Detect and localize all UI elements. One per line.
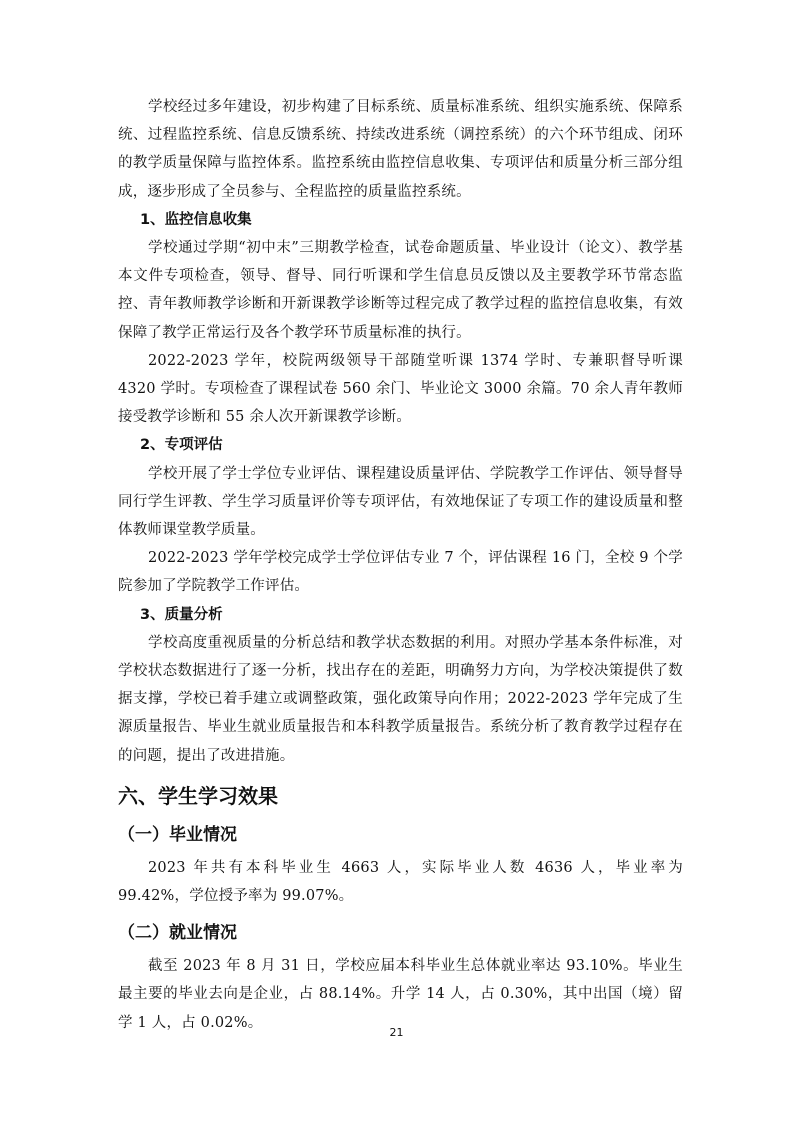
employment-paragraph: 截至 2023 年 8 月 31 日，学校应届本科毕业生总体就业率达 93.10%。毕业生最主要的毕业去向是企业，占 88.14%。升学 14 人，占 0.30%，其中出国（境）留学 1 人，占 0.02%。 xyxy=(118,958,683,1031)
page-content xyxy=(118,93,683,1037)
analysis-heading: 3、质量分析 xyxy=(140,606,223,623)
monitoring-paragraph-2: 2022-2023 学年，校院两级领导干部随堂听课 1374 学时、专兼职督导听课 4320 学时。专项检查了课程试卷 560 余门、毕业论文 3000 余篇。70 余人青年教师接受教学诊断和 55 余人次开新课教学诊断。 xyxy=(118,352,683,426)
evaluation-heading: 2、专项评估 xyxy=(140,437,223,454)
evaluation-paragraph-1: 学校开展了学士学位专业评估、课程建设质量评估、学院教学工作评估、领导督导同行学生评教、学生学习质量评价等专项评估，有效地保证了专项工作的建设质量和整体教师课堂教学质量。 xyxy=(118,465,683,539)
page-number: 21 xyxy=(389,1026,404,1039)
graduation-paragraph: 2023 年共有本科毕业生 4663 人，实际毕业人数 4636 人，毕业率为 99.42%，学位授予率为 99.07%。 xyxy=(118,859,683,905)
monitoring-paragraph-1: 学校通过学期“初中末”三期教学检查，试卷命题质量、毕业设计（论文）、教学基本文件专项检查，领导、督导、同行听课和学生信息员反馈以及主要教学环节常态监控、青年教师教学诊断和开新课教学诊断等过程完成了教学过程的监控信息收集，有效保障了教学正常运行及各个教学环节质量标准的执行。 xyxy=(118,240,683,341)
analysis-paragraph-1: 学校高度重视质量的分析总结和教学状态数据的利用。对照办学基本条件标准，对学校状态数据进行了逐一分析，找出存在的差距，明确努力方向，为学校决策提供了数据支撑，学校已着手建立或调整政策，强化政策导向作用；2022-2023 学年完成了生源质量报告、毕业生就业质量报告和本科教学质量报告。系统分析了教育教学过程存在的问题，提出了改进措施。 xyxy=(118,634,683,764)
employment-heading: （二）就业情况 xyxy=(118,923,237,944)
section-6-heading: 六、学生学习效果 xyxy=(118,783,278,808)
intro-paragraph: 学校经过多年建设，初步构建了目标系统、质量标准系统、组织实施系统、保障系统、过程监控系统、信息反馈系统、持续改进系统（调控系统）的六个环节组成、闭环的教学质量保障与监控体系。监控系统由监控信息收集、专项评估和质量分析三部分组成，逐步形成了全员参与、全程监控的质量监控系统。 xyxy=(118,99,683,200)
graduation-heading: （一）毕业情况 xyxy=(118,824,237,845)
evaluation-paragraph-2: 2022-2023 学年学校完成学士学位评估专业 7 个，评估课程 16 门，全校 9 个学院参加了学院教学工作评估。 xyxy=(118,550,683,595)
monitoring-heading: 1、监控信息收集 xyxy=(140,211,252,228)
